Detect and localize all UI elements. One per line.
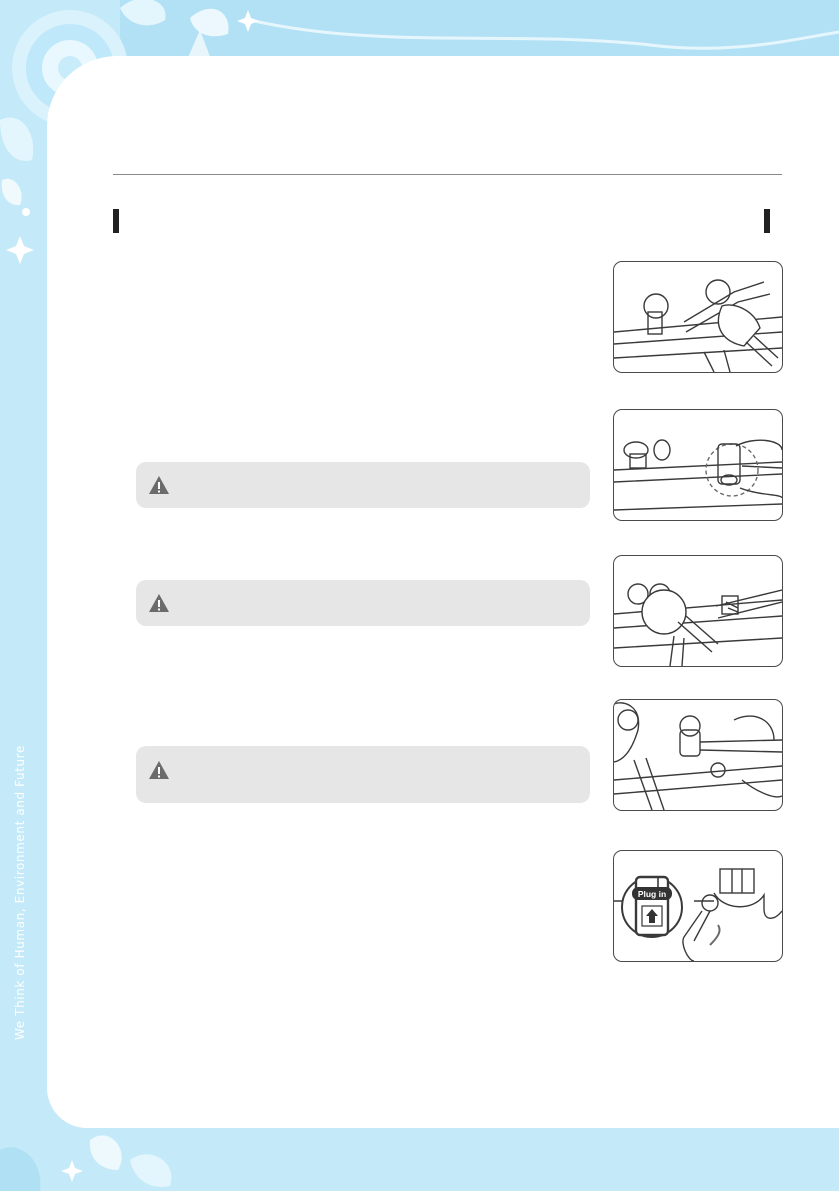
step3-illustration xyxy=(613,555,783,667)
warning-box-3 xyxy=(136,746,590,803)
warning-triangle-icon xyxy=(148,760,170,780)
step5-illustration xyxy=(613,850,783,962)
sidebar-slogan: We Think of Human, Environment and Future xyxy=(13,745,27,1040)
warning-box-2 xyxy=(136,580,590,626)
warning-triangle-icon xyxy=(148,475,170,495)
step1-illustration xyxy=(613,261,783,373)
header-rule xyxy=(113,174,782,175)
warning-box-1 xyxy=(136,462,590,508)
warning-triangle-icon xyxy=(148,593,170,613)
wrench-icon xyxy=(706,280,730,304)
section-bar-left xyxy=(113,209,119,233)
step2-illustration xyxy=(613,409,783,521)
step4-illustration xyxy=(613,699,783,811)
plug-in-label-text: Plug in xyxy=(637,889,667,899)
section-bar-right xyxy=(764,209,770,233)
